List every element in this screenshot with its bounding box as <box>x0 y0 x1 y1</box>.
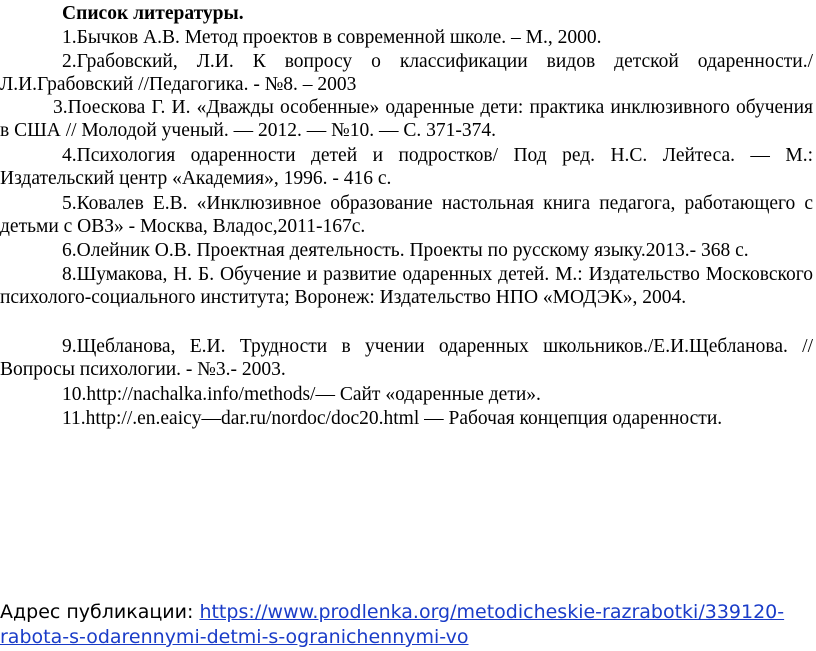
references-heading: Список литературы. <box>62 3 244 24</box>
reference-item-8: 8.Шумакова, Н. Б. Обучение и развитие одаренных детей. М.: Издательство Московского психолого-социального института; Воронеж: Издательство НПО «МОДЭК», 2004. <box>0 264 813 308</box>
reference-item-2: 2.Грабовский, Л.И. К вопросу о классификации видов детской одаренности./Л.И.Грабовский //Педагогика. - №8. – 2003 <box>0 51 813 95</box>
reference-item-3: 3.Поескова Г. И. «Дважды особенные» одаренные дети: практика инклюзивного обучения в США // Молодой ученый. — 2012. — №10. — С. 371-374. <box>0 97 813 141</box>
publication-link[interactable]: https://www.prodlenka.org/metodicheskie-razrabotki/339120-rabota-s-odarennymi-detmi-s-ogranichennymi-vo <box>0 601 785 648</box>
reference-item-9: 9.Щебланова, Е.И. Трудности в учении одаренных школьников./Е.И.Щебланова. //Вопросы психологии. - №3.- 2003. <box>0 336 813 380</box>
reference-item-1: 1.Бычков А.В. Метод проектов в современной школе. – М., 2000. <box>62 27 602 48</box>
reference-item-10: 10.http://nachalka.info/methods/— Сайт «одаренные дети». <box>62 384 541 405</box>
reference-item-6: 6.Олейник О.В. Проектная деятельность. Проекты по русскому языку.2013.- 368 с. <box>62 240 749 261</box>
reference-item-4: 4.Психология одаренности детей и подростков/ Под ред. Н.С. Лейтеса. — М.: Издательский центр «Академия», 1996. - 416 с. <box>0 145 813 189</box>
publication-address-label: Адрес публикации: <box>0 601 200 623</box>
publication-address <box>0 600 816 650</box>
reference-item-5: 5.Ковалев Е.В. «Инклюзивное образование настольная книга педагога, работающего с детьми с ОВЗ» - Москва, Владос,2011-167с. <box>0 193 813 237</box>
reference-item-11: 11.http://.en.eaicy—dar.ru/nordoc/doc20.html — Рабочая концепция одаренности. <box>62 408 723 429</box>
